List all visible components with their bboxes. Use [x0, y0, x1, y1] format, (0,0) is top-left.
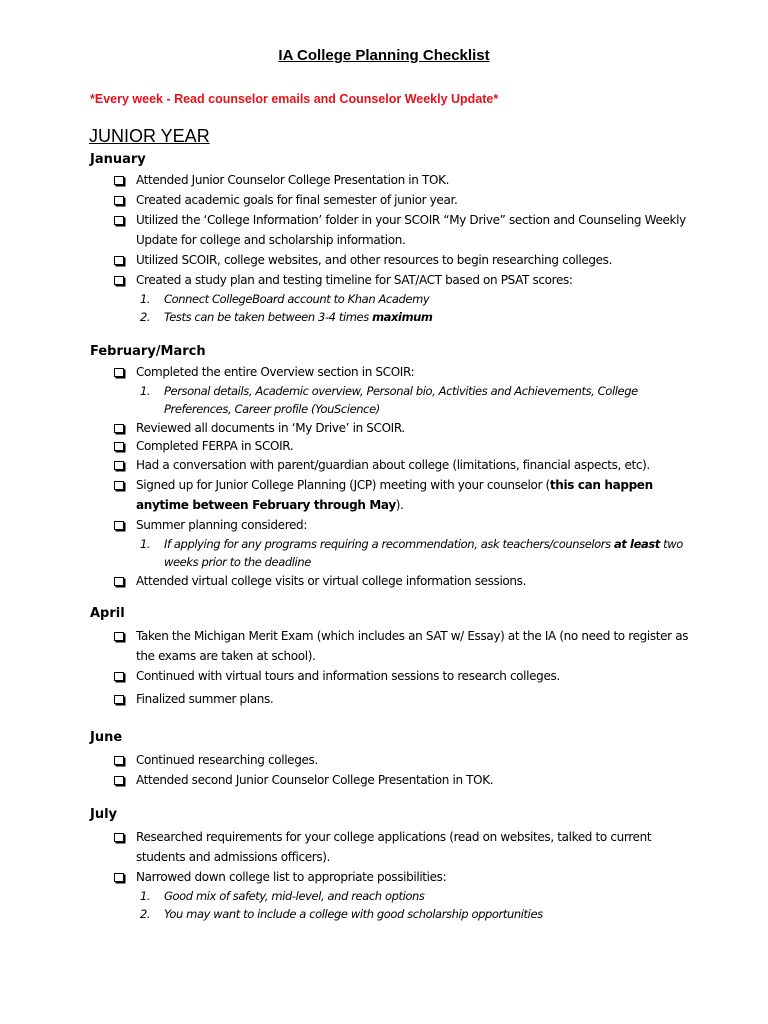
section-february-march	[90, 344, 690, 591]
checkbox-icon[interactable]	[114, 577, 124, 586]
checkbox-icon[interactable]	[114, 216, 124, 225]
checkbox-icon[interactable]	[114, 368, 124, 377]
checklist-item[interactable]: Summer planning considered:	[90, 515, 690, 535]
checklist-item[interactable]: Signed up for Junior College Planning (JCP) meeting with your counselor (this can happen anytime between February through May).	[90, 475, 690, 515]
checkbox-icon[interactable]	[114, 424, 124, 433]
month-heading: February/March	[90, 344, 206, 359]
section-january	[90, 152, 690, 326]
checklist-item[interactable]: Completed the entire Overview section in SCOIR:	[90, 362, 690, 382]
checklist-item[interactable]: Continued researching colleges.	[90, 750, 690, 770]
checkbox-icon[interactable]	[114, 442, 124, 451]
sub-item: 1. Connect CollegeBoard account to Khan Academy	[140, 292, 430, 306]
sub-item: 1. Personal details, Academic overview, Personal bio, Activities and Achievements, College Preferences, Career profile (YouScience)	[140, 384, 638, 416]
month-heading: July	[90, 807, 118, 822]
checklist-item[interactable]: Had a conversation with parent/guardian about college (limitations, financial aspects, etc).	[90, 455, 690, 475]
checklist-item[interactable]: Completed FERPA in SCOIR.	[90, 438, 690, 455]
checkbox-icon[interactable]	[114, 276, 124, 285]
section-july	[90, 807, 690, 923]
sub-item: 2. Tests can be taken between 3-4 times maximum	[140, 310, 433, 324]
sub-item: 2. You may want to include a college with good scholarship opportunities	[140, 907, 543, 921]
checklist-item[interactable]: Finalized summer plans.	[90, 689, 690, 709]
checklist-item[interactable]: Reviewed all documents in ‘My Drive’ in SCOIR.	[90, 418, 690, 438]
sub-item: 1. Good mix of safety, mid-level, and reach options	[140, 889, 425, 903]
year-heading: JUNIOR YEAR	[89, 126, 210, 146]
month-heading: June	[90, 730, 123, 745]
checkbox-icon[interactable]	[114, 176, 124, 185]
checklist-item[interactable]: Researched requirements for your college applications (read on websites, talked to current students and admissions officers).	[90, 827, 690, 867]
checkbox-icon[interactable]	[114, 521, 124, 530]
checkbox-icon[interactable]	[114, 695, 124, 704]
weekly-note: *Every week - Read counselor emails and Counselor Weekly Update*	[90, 92, 499, 106]
checklist-item[interactable]: Utilized the ‘College Information’ folder in your SCOIR “My Drive” section and Counseling Weekly Update for college and scholarship information.	[90, 210, 690, 250]
section-april	[90, 606, 690, 709]
month-heading: April	[90, 606, 125, 621]
checkbox-icon[interactable]	[114, 481, 124, 490]
checkbox-icon[interactable]	[114, 776, 124, 785]
checkbox-icon[interactable]	[114, 256, 124, 265]
section-june	[90, 730, 690, 790]
document-title: IA College Planning Checklist	[278, 47, 490, 64]
checkbox-icon[interactable]	[114, 756, 124, 765]
month-heading: January	[90, 152, 146, 167]
checklist-item[interactable]: Created academic goals for final semester of junior year.	[90, 190, 690, 210]
checklist-item[interactable]: Attended second Junior Counselor College Presentation in TOK.	[90, 770, 690, 790]
checklist-item[interactable]: Attended Junior Counselor College Presentation in TOK.	[90, 170, 690, 190]
checklist-item[interactable]: Continued with virtual tours and information sessions to research colleges.	[90, 666, 690, 686]
sub-item: 1. If applying for any programs requiring a recommendation, ask teachers/counselors at least two weeks prior to the deadline	[140, 537, 683, 569]
checkbox-icon[interactable]	[114, 873, 124, 882]
checklist-item[interactable]: Utilized SCOIR, college websites, and other resources to begin researching colleges.	[90, 250, 690, 270]
checklist-item[interactable]: Attended virtual college visits or virtual college information sessions.	[90, 571, 690, 591]
checklist-item[interactable]: Narrowed down college list to appropriate possibilities:	[90, 867, 690, 887]
checkbox-icon[interactable]	[114, 461, 124, 470]
checkbox-icon[interactable]	[114, 672, 124, 681]
checklist-item[interactable]: Taken the Michigan Merit Exam (which includes an SAT w/ Essay) at the IA (no need to register as the exams are taken at school).	[90, 626, 690, 666]
checkbox-icon[interactable]	[114, 632, 124, 641]
checklist-item[interactable]: Created a study plan and testing timeline for SAT/ACT based on PSAT scores:	[90, 270, 690, 290]
checkbox-icon[interactable]	[114, 833, 124, 842]
checkbox-icon[interactable]	[114, 196, 124, 205]
